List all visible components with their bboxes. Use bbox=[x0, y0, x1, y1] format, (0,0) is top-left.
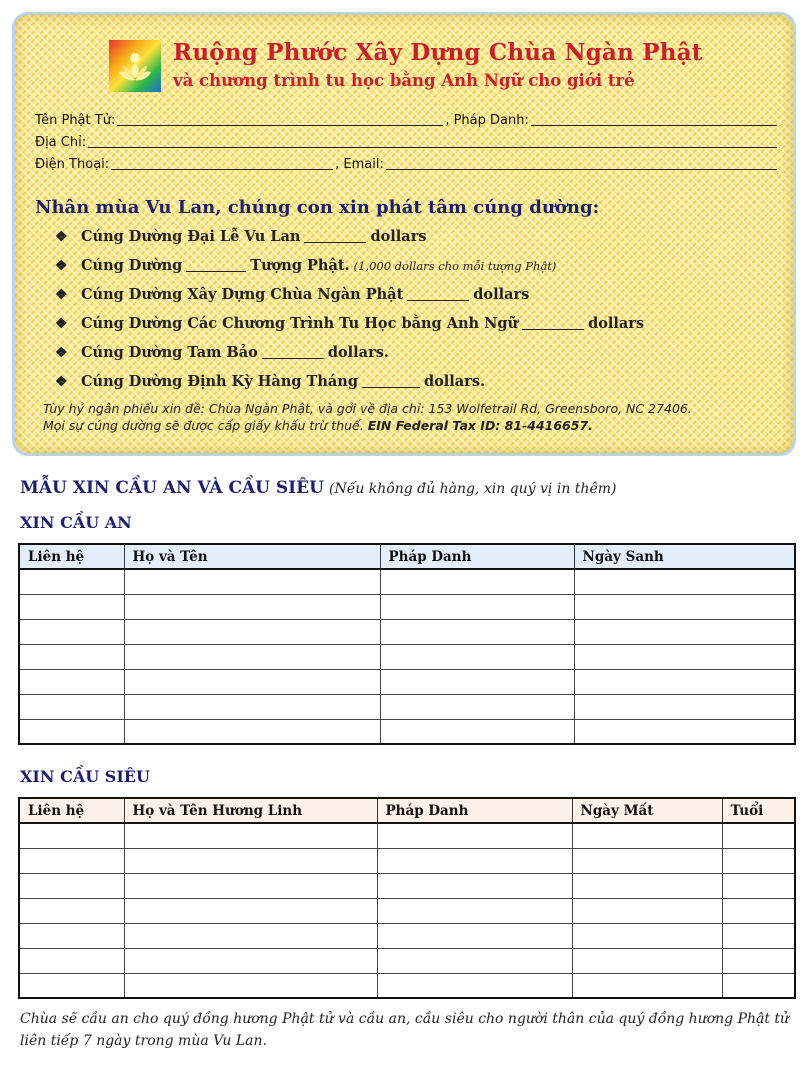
table-cell[interactable] bbox=[380, 644, 574, 669]
form-title-note: (Nếu không đủ hàng, xin quý vị in thêm) bbox=[329, 481, 617, 497]
donation-item bbox=[55, 280, 644, 309]
donation-card bbox=[12, 12, 796, 456]
footnote-tax-text: Mọi sự cúng dường sẽ được cấp giấy khấu trừ thuế. bbox=[43, 418, 364, 433]
table-cell[interactable] bbox=[124, 669, 380, 694]
col-relation: Liên hệ bbox=[19, 798, 124, 823]
table-cell[interactable] bbox=[722, 823, 795, 848]
donation-item-label: Cúng Dường Các Chương Trình Tu Học bằng Anh Ngữ bbox=[81, 315, 519, 332]
table-row bbox=[19, 619, 795, 644]
table-cell[interactable] bbox=[380, 669, 574, 694]
closing-note: Chùa sẽ cầu an cho quý đồng hương Phật tử và cầu an, cầu siêu cho người thân của quý đồng hương Phật tử liên tiếp 7 ngày trong mùa Vu Lan. bbox=[20, 1011, 790, 1049]
donation-item-label: Cúng Dường Tam Bảo bbox=[81, 344, 258, 361]
table-cell[interactable] bbox=[574, 694, 795, 719]
table-cell[interactable] bbox=[19, 848, 124, 873]
table-cell[interactable] bbox=[124, 719, 380, 744]
dharma-name-label: , Pháp Danh: bbox=[445, 113, 529, 128]
table-row bbox=[19, 848, 795, 873]
phone-label: Điện Thoại: bbox=[35, 157, 110, 172]
table-cell[interactable] bbox=[124, 898, 377, 923]
table-row bbox=[19, 644, 795, 669]
donation-item bbox=[55, 251, 644, 280]
table-cell[interactable] bbox=[124, 619, 380, 644]
table-cell[interactable] bbox=[572, 948, 722, 973]
donation-item bbox=[55, 338, 644, 367]
cau-an-table bbox=[18, 543, 796, 745]
card-title: Ruộng Phước Xây Dựng Chùa Ngàn Phật bbox=[173, 39, 703, 66]
card-subtitle: và chương trình tu học bằng Anh Ngữ cho giới trẻ bbox=[173, 71, 635, 90]
table-cell[interactable] bbox=[380, 594, 574, 619]
donation-item bbox=[55, 367, 644, 396]
col-deceased-name: Họ và Tên Hương Linh bbox=[124, 798, 377, 823]
table-cell[interactable] bbox=[377, 823, 572, 848]
amount-blank[interactable] bbox=[304, 231, 366, 243]
donation-item bbox=[55, 222, 644, 251]
amount-blank[interactable] bbox=[522, 318, 584, 330]
table-row bbox=[19, 823, 795, 848]
amount-blank[interactable] bbox=[186, 260, 246, 272]
email-label: , Email: bbox=[335, 157, 384, 172]
cau-sieu-table bbox=[18, 797, 796, 999]
table-cell[interactable] bbox=[574, 644, 795, 669]
table-row bbox=[19, 594, 795, 619]
table-cell[interactable] bbox=[19, 719, 124, 744]
table-header-row bbox=[19, 798, 795, 823]
table-cell[interactable] bbox=[377, 948, 572, 973]
diamond-bullet-icon: ❖ bbox=[55, 344, 68, 361]
table-row bbox=[19, 948, 795, 973]
form-title bbox=[20, 478, 616, 498]
table-cell[interactable] bbox=[574, 569, 795, 594]
footnote-mailing: Tùy hỷ ngân phiếu xin đề: Chùa Ngàn Phật, và gởi về địa chỉ: 153 Wolfetrail Rd, Greensboro, NC 27406. bbox=[43, 401, 692, 416]
table-cell[interactable] bbox=[19, 923, 124, 948]
donation-item-label: Cúng Dường Định Kỳ Hàng Tháng bbox=[81, 373, 358, 390]
ein-tax-id: EIN Federal Tax ID: 81-4416657. bbox=[367, 418, 593, 433]
donation-item-unit: dollars bbox=[370, 228, 427, 245]
table-cell[interactable] bbox=[19, 694, 124, 719]
table-cell[interactable] bbox=[572, 848, 722, 873]
table-cell[interactable] bbox=[377, 973, 572, 998]
table-cell[interactable] bbox=[380, 719, 574, 744]
diamond-bullet-icon: ❖ bbox=[55, 228, 68, 245]
table-row bbox=[19, 923, 795, 948]
donation-item-unit: dollars. bbox=[327, 344, 389, 361]
table-cell[interactable] bbox=[572, 898, 722, 923]
table-cell[interactable] bbox=[722, 973, 795, 998]
address-input-line[interactable] bbox=[88, 136, 777, 148]
table-cell[interactable] bbox=[572, 973, 722, 998]
table-cell[interactable] bbox=[377, 848, 572, 873]
diamond-bullet-icon: ❖ bbox=[55, 286, 68, 303]
col-birth-date: Ngày Sanh bbox=[574, 544, 795, 569]
donation-heading: Nhân mùa Vu Lan, chúng con xin phát tâm cúng dường: bbox=[35, 197, 600, 218]
table-cell[interactable] bbox=[19, 873, 124, 898]
footnote-tax bbox=[43, 418, 593, 433]
donation-item-label: Cúng Dường Đại Lễ Vu Lan bbox=[81, 228, 301, 245]
name-input-line[interactable] bbox=[117, 114, 443, 126]
table-cell[interactable] bbox=[574, 594, 795, 619]
lotus-logo-icon bbox=[109, 40, 161, 92]
table-cell[interactable] bbox=[19, 823, 124, 848]
table-cell[interactable] bbox=[19, 898, 124, 923]
table-row bbox=[19, 694, 795, 719]
col-death-date: Ngày Mất bbox=[572, 798, 722, 823]
table-row bbox=[19, 719, 795, 744]
table-cell[interactable] bbox=[722, 948, 795, 973]
table-cell[interactable] bbox=[377, 923, 572, 948]
table-cell[interactable] bbox=[19, 948, 124, 973]
col-dharma-name: Pháp Danh bbox=[380, 544, 574, 569]
table-row bbox=[19, 973, 795, 998]
table-cell[interactable] bbox=[380, 569, 574, 594]
table-cell[interactable] bbox=[572, 923, 722, 948]
table-cell[interactable] bbox=[380, 619, 574, 644]
table-row bbox=[19, 569, 795, 594]
table-cell[interactable] bbox=[572, 823, 722, 848]
table-cell[interactable] bbox=[574, 719, 795, 744]
cau-an-title: XIN CẦU AN bbox=[20, 513, 132, 532]
name-row bbox=[35, 113, 779, 128]
donation-item-unit: dollars bbox=[473, 286, 530, 303]
donation-item bbox=[55, 309, 644, 338]
donation-item-note: (1,000 dollars cho mỗi tượng Phật) bbox=[353, 258, 557, 273]
address-label: Địa Chỉ: bbox=[35, 135, 87, 150]
diamond-bullet-icon: ❖ bbox=[55, 315, 68, 332]
table-cell[interactable] bbox=[722, 923, 795, 948]
table-cell[interactable] bbox=[124, 823, 377, 848]
donation-item-unit: dollars. bbox=[423, 373, 486, 390]
name-label: Tên Phật Tử: bbox=[35, 113, 116, 128]
table-cell[interactable] bbox=[124, 594, 380, 619]
table-cell[interactable] bbox=[19, 619, 124, 644]
table-cell[interactable] bbox=[380, 694, 574, 719]
table-cell[interactable] bbox=[574, 619, 795, 644]
table-cell[interactable] bbox=[124, 569, 380, 594]
table-cell[interactable] bbox=[722, 898, 795, 923]
table-cell[interactable] bbox=[377, 873, 572, 898]
table-row bbox=[19, 669, 795, 694]
amount-blank[interactable] bbox=[407, 289, 469, 301]
table-cell[interactable] bbox=[572, 873, 722, 898]
table-cell[interactable] bbox=[574, 669, 795, 694]
table-cell[interactable] bbox=[124, 644, 380, 669]
address-row bbox=[35, 135, 779, 150]
cau-sieu-title: XIN CẦU SIÊU bbox=[20, 767, 150, 786]
contact-row bbox=[35, 157, 779, 172]
table-cell[interactable] bbox=[722, 873, 795, 898]
email-input-line[interactable] bbox=[386, 158, 777, 170]
table-row bbox=[19, 898, 795, 923]
col-relation: Liên hệ bbox=[19, 544, 124, 569]
table-cell[interactable] bbox=[722, 848, 795, 873]
table-cell[interactable] bbox=[19, 973, 124, 998]
amount-blank[interactable] bbox=[262, 347, 324, 359]
table-cell[interactable] bbox=[124, 923, 377, 948]
donation-list bbox=[55, 222, 644, 396]
table-cell[interactable] bbox=[19, 644, 124, 669]
table-cell[interactable] bbox=[124, 848, 377, 873]
table-cell[interactable] bbox=[19, 594, 124, 619]
table-row bbox=[19, 873, 795, 898]
table-cell[interactable] bbox=[124, 948, 377, 973]
table-cell[interactable] bbox=[377, 898, 572, 923]
donation-item-label: Cúng Dường bbox=[81, 257, 183, 274]
diamond-bullet-icon: ❖ bbox=[55, 373, 68, 390]
table-cell[interactable] bbox=[124, 873, 377, 898]
donation-item-unit: Tượng Phật. bbox=[250, 257, 350, 274]
col-full-name: Họ và Tên bbox=[124, 544, 380, 569]
form-title-main: MẪU XIN CẦU AN VÀ CẦU SIÊU bbox=[20, 478, 324, 498]
phone-input-line[interactable] bbox=[111, 158, 333, 170]
table-cell[interactable] bbox=[124, 973, 377, 998]
donation-item-unit: dollars bbox=[588, 315, 645, 332]
diamond-bullet-icon: ❖ bbox=[55, 257, 68, 274]
amount-blank[interactable] bbox=[362, 376, 420, 388]
donation-item-label: Cúng Dường Xây Dựng Chùa Ngàn Phật bbox=[81, 286, 404, 303]
table-cell[interactable] bbox=[19, 569, 124, 594]
table-header-row bbox=[19, 544, 795, 569]
table-cell[interactable] bbox=[19, 669, 124, 694]
table-cell[interactable] bbox=[124, 694, 380, 719]
col-age: Tuổi bbox=[722, 798, 795, 823]
dharma-name-input-line[interactable] bbox=[531, 114, 777, 126]
col-dharma-name: Pháp Danh bbox=[377, 798, 572, 823]
